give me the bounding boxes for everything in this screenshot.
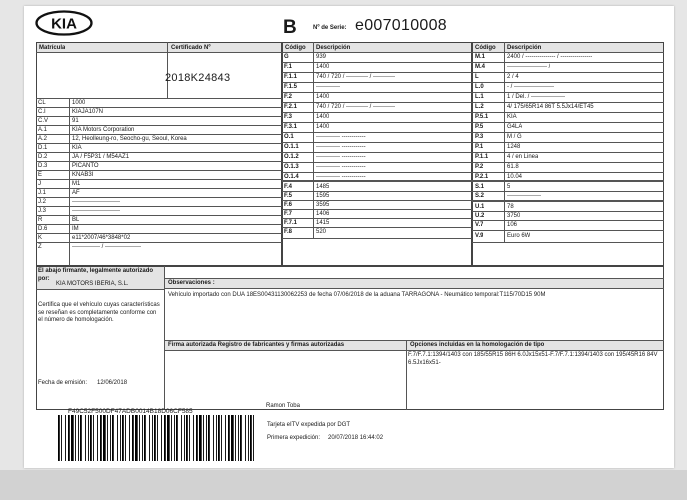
table-row-value: ------------------------	[72, 208, 120, 214]
table-row-value: 78	[507, 204, 514, 210]
table-row-code: O.1.4	[284, 174, 299, 180]
table-row-code: S.1	[475, 184, 485, 190]
table-row-code: C.I	[38, 109, 46, 115]
barcode	[58, 415, 254, 461]
table-row-code: F.1.5	[284, 84, 298, 90]
table-row-code: U.1	[475, 204, 485, 210]
row-line	[472, 211, 664, 212]
row-line	[282, 227, 472, 228]
row-line	[472, 122, 664, 123]
table-row-value: ------------ ------------	[316, 164, 366, 170]
row-line	[472, 200, 664, 202]
table-row-code: O.1.2	[284, 154, 299, 160]
table-row-value: 1400	[316, 94, 330, 100]
row-line	[472, 152, 664, 153]
table-row-value: 4/ 175/65R14 86T 5.5Jx14/ET45	[507, 104, 594, 110]
table-row-value: ------------------------	[72, 199, 120, 205]
row-line	[282, 92, 472, 93]
row-line	[282, 132, 472, 133]
table-row-value: 1400	[316, 64, 330, 70]
table-row-value: AF	[72, 190, 80, 196]
table-row-value: 1248	[507, 144, 521, 150]
table-row-value: 2 / 4	[507, 74, 519, 80]
row-line	[472, 72, 664, 73]
row-line	[282, 209, 472, 210]
table-row-value: 1595	[316, 193, 330, 199]
table-row-value: 2400 / --------------- / ----------------	[507, 54, 593, 60]
kia-logo	[35, 10, 93, 36]
mid-code-header: Código	[285, 45, 306, 51]
row-line	[472, 180, 664, 182]
table-row-value: ------------ ------------	[316, 154, 366, 160]
serial-number: e007010008	[355, 17, 447, 34]
table-row-value: ------------	[316, 84, 340, 90]
table-row-code: M.1	[475, 54, 486, 60]
table-row-code: F.6	[284, 202, 293, 208]
table-row-code: J.3	[38, 208, 47, 214]
table-row-code: M.4	[475, 64, 486, 70]
table-row-code: F.7.1	[284, 220, 298, 226]
row-line	[472, 191, 664, 192]
table-row-code: U.2	[475, 213, 485, 219]
table-row-value: 106	[507, 222, 518, 228]
issue-date: 12/06/2018	[97, 380, 128, 386]
table-row-value: 520	[316, 229, 327, 235]
table-row-code: O.1.1	[284, 144, 299, 150]
first-issue-value: 20/07/2018 16:44:02	[328, 435, 384, 441]
table-row-code: L.1	[475, 94, 484, 100]
table-row-value: 91	[72, 118, 79, 124]
divider	[164, 278, 664, 279]
table-row-value: 3750	[507, 213, 521, 219]
table-row-code: J	[38, 181, 41, 187]
table-row-code: F.7	[284, 211, 293, 217]
table-row-code: CL	[38, 100, 46, 106]
mid-desc-header: Descripción	[316, 45, 351, 51]
opciones-label: Opciones incluidas en la homologación de tipo	[410, 342, 545, 348]
table-row-code: P.5.1	[475, 114, 489, 120]
table-row-code: F.1.1	[284, 74, 298, 80]
conformity-text: Certifica que el vehículo cuyas características se reseñan es completamente conforme con el número de homologación.	[38, 302, 160, 323]
table-row-code: Z	[38, 244, 42, 250]
table-row-code: G	[284, 54, 289, 60]
table-row-code: D.1	[38, 145, 48, 151]
table-row-value: 1000	[72, 100, 86, 106]
table-row-code: V.7	[475, 222, 484, 228]
row-line	[472, 220, 664, 221]
right-desc-header: Descripción	[507, 45, 542, 51]
serial-label: Nº de Serie:	[313, 25, 347, 31]
table-row-code: P.5	[475, 124, 484, 130]
table-row-value: 1400	[316, 114, 330, 120]
table-row-value: BL	[72, 217, 80, 223]
row-line	[282, 122, 472, 123]
table-row-value: e11*2007/46*3848*02	[72, 235, 131, 241]
table-row-code: P.1	[475, 144, 484, 150]
divider	[167, 42, 168, 98]
row-line	[282, 218, 472, 219]
table-row-code: P.1.1	[475, 154, 489, 160]
table-row-value: 1485	[316, 184, 330, 190]
table-row-code: P.2.1	[475, 174, 489, 180]
table-row-code: F.8	[284, 229, 293, 235]
table-row-code: L.0	[475, 84, 484, 90]
opciones-text: F.7/F.7.1:1394/1403 con 185/55R15 86H 6.0Jx15x51-F.7/F.7.1:1394/1403 con 195/45R16 84V 6.5Jx16x51-	[408, 352, 658, 366]
observaciones-shade	[165, 278, 663, 288]
table-row-code: A.2	[38, 136, 48, 142]
table-row-code: F.3	[284, 114, 293, 120]
table-row-code: F.2.1	[284, 104, 298, 110]
table-row-value: 939	[316, 54, 327, 60]
signatory-title: El abajo firmante, legalmente autorizado por:	[38, 268, 154, 282]
row-line	[282, 162, 472, 163]
table-row-code: V.9	[475, 233, 484, 239]
certificado-value: 2018K24843	[165, 72, 231, 84]
right-code-header: Código	[475, 45, 496, 51]
certificado-label: Certificado Nº	[171, 45, 211, 51]
matricula-label: Matrícula	[39, 45, 66, 51]
divider	[164, 288, 664, 289]
table-row-value: 10.04	[507, 174, 523, 180]
row-line	[282, 191, 472, 192]
observaciones-text: Vehículo importado con DUA 18ES00431130062253 de fecha 07/06/2018 de la aduana TARRAGONA - Neumático temporal:T115/70D15 90M	[168, 292, 546, 298]
table-row-code: R	[38, 217, 43, 223]
table-row-code: D.2	[38, 154, 48, 160]
table-row-code: S.2	[475, 193, 485, 199]
row-line	[472, 112, 664, 113]
divider	[36, 52, 282, 53]
table-row-value: Euro 6W	[507, 233, 531, 239]
row-line	[282, 172, 472, 173]
right-table-frame	[472, 42, 664, 266]
left-header-shade	[37, 43, 281, 52]
first-issue-label: Primera expedición:	[267, 435, 321, 441]
issue-date-label: Fecha de emisión:	[38, 380, 88, 386]
table-row-value: 61.8	[507, 164, 519, 170]
table-row-value: PICANTO	[72, 163, 99, 169]
table-row-value: KIA	[507, 114, 517, 120]
table-row-code: O.1	[284, 134, 294, 140]
row-line	[282, 152, 472, 153]
row-line	[282, 112, 472, 113]
itv-card-label: Tarjeta eITV expedida por DGT	[267, 422, 351, 428]
table-row-value: KNAB3I	[72, 172, 94, 178]
table-row-value: G4LA	[507, 124, 523, 130]
table-row-code: F.3.1	[284, 124, 298, 130]
divider	[36, 289, 164, 290]
table-row-value: 3595	[316, 202, 330, 208]
table-row-value: ------------ ------------	[316, 134, 366, 140]
row-line	[282, 238, 472, 239]
table-row-value: ------------ ------------	[316, 174, 366, 180]
row-line	[472, 230, 664, 231]
table-row-value: - / --------------------	[507, 84, 554, 90]
table-row-value: 1415	[316, 220, 330, 226]
table-row-value: 740 / 720 / ----------- / -----------	[316, 104, 395, 110]
divider	[69, 98, 70, 266]
table-row-code: F.4	[284, 184, 293, 190]
table-row-code: P.3	[475, 134, 484, 140]
document-type-letter: B	[283, 17, 297, 38]
row-line	[472, 242, 664, 243]
table-row-value: 1406	[316, 211, 330, 217]
table-row-value: KIA	[72, 145, 82, 151]
table-row-value: 5	[507, 184, 511, 190]
table-row-code: F.2	[284, 94, 293, 100]
table-row-value: KIA Motors Corporation	[72, 127, 135, 133]
firma-label: Firma autorizada Registro de fabricantes y firmas autorizadas	[168, 342, 345, 348]
table-row-code: F.1	[284, 64, 293, 70]
table-row-value: ------------ ------------	[316, 144, 366, 150]
table-row-code: K	[38, 235, 43, 241]
row-line	[472, 62, 664, 63]
table-row-code: C.V	[38, 118, 49, 124]
table-row-code: J.1	[38, 190, 47, 196]
right-header-shade	[473, 43, 663, 52]
divider	[406, 340, 407, 410]
table-row-code: O.1.3	[284, 164, 299, 170]
background-strip	[0, 470, 687, 500]
table-row-code: F.5	[284, 193, 293, 199]
row-line	[282, 200, 472, 201]
table-row-value: 12, Heolleung-ro, Seocho-gu, Seoul, Korea	[72, 136, 187, 142]
table-row-value: 4 / en Linea	[507, 154, 539, 160]
row-line	[472, 132, 664, 133]
table-row-code: E	[38, 172, 43, 178]
table-row-value: IM	[72, 226, 79, 232]
row-line	[282, 180, 472, 182]
table-row-value: -------------------- /	[507, 64, 551, 70]
row-line	[472, 82, 664, 83]
row-line	[472, 162, 664, 163]
row-line	[472, 142, 664, 143]
verification-code: F49C52F500DF47ADB0014B18D06CF585	[68, 408, 193, 415]
table-row-code: L.2	[475, 104, 484, 110]
table-row-value: -------------- / ------------------	[72, 244, 141, 250]
table-row-value: 740 / 720 / ----------- / -----------	[316, 74, 395, 80]
firma-name: Ramon Toba	[266, 403, 300, 409]
table-row-value: -----------------	[507, 193, 541, 199]
kia-logo-text: KIA	[51, 15, 77, 33]
table-row-value: KIAJA107N	[72, 109, 104, 115]
signatory-company: KIA MOTORS IBERIA, S.L.	[56, 281, 129, 287]
row-line	[282, 82, 472, 83]
table-row-code: A.1	[38, 127, 48, 133]
table-row-code: D.6	[38, 226, 48, 232]
observaciones-label: Observaciones :	[168, 280, 215, 286]
row-line	[282, 62, 472, 63]
table-row-value: M1	[72, 181, 81, 187]
table-row-code: D.3	[38, 163, 48, 169]
row-line	[282, 142, 472, 143]
table-row-value: 1 / Del. / -----------------	[507, 94, 565, 100]
table-row-value: M / G	[507, 134, 522, 140]
table-row-code: J.2	[38, 199, 47, 205]
table-row-value: 1400	[316, 124, 330, 130]
row-line	[282, 52, 472, 53]
table-row-value: JA / F5P31 / M54AZ1	[72, 154, 130, 160]
table-row-code: P.2	[475, 164, 484, 170]
table-row-code: L	[475, 74, 479, 80]
mid-header-shade	[283, 43, 471, 52]
row-line	[472, 92, 664, 93]
row-line	[472, 172, 664, 173]
